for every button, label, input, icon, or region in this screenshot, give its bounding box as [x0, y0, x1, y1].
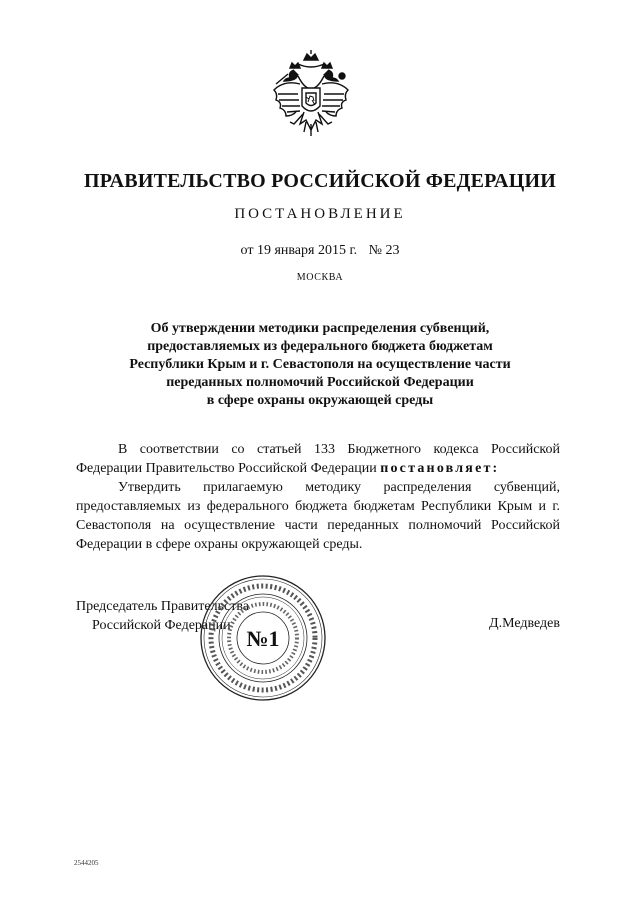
resolution-paragraph: Утвердить прилагаемую методику распределения субвенций, предоставляемых из федерального бюджета бюджетам Республики Крым и г. Севастополя на осуществление части переданных полномочий Российской Федерации в сфере охраны окружающей среды. [76, 480, 560, 552]
subject-line: Об утверждении методики распределения субвенций, [150, 321, 490, 336]
signer-name: Д.Медведев [489, 616, 560, 631]
date-number-line [0, 243, 640, 259]
position-line-1: Председатель Правительства [76, 599, 249, 614]
document-date: от 19 января 2015 г. [240, 243, 358, 258]
number-sign: № [368, 243, 382, 258]
document-number: 23 [385, 243, 400, 258]
preamble-paragraph [76, 440, 560, 478]
subject-line: в сфере охраны окружающей среды [206, 393, 434, 408]
position-line-2: Российской Федерации [92, 618, 231, 633]
decree-word: постановляет: [380, 461, 500, 476]
preamble-text: В соответствии со статьей 133 Бюджетного кодекса Российской Федерации Правительство Российской Федерации [76, 442, 560, 476]
official-seal-stamp [198, 573, 328, 703]
document-code: 2544205 [74, 859, 99, 867]
seal-number: №1 [246, 626, 280, 651]
subject-line: предоставляемых из федерального бюджета бюджетам [147, 339, 493, 354]
double-headed-eagle-emblem-icon [270, 50, 352, 152]
government-title: ПРАВИТЕЛЬСТВО РОССИЙСКОЙ ФЕДЕРАЦИИ [84, 170, 556, 192]
city-name: МОСКВА [296, 272, 344, 283]
document-subject [90, 320, 550, 410]
subject-line: переданных полномочий Российской Федерации [166, 375, 474, 390]
document-type: ПОСТАНОВЛЕНИЕ [234, 206, 406, 222]
subject-line: Республики Крым и г. Севастополя на осуществление части [129, 357, 511, 372]
document-body [76, 440, 560, 554]
